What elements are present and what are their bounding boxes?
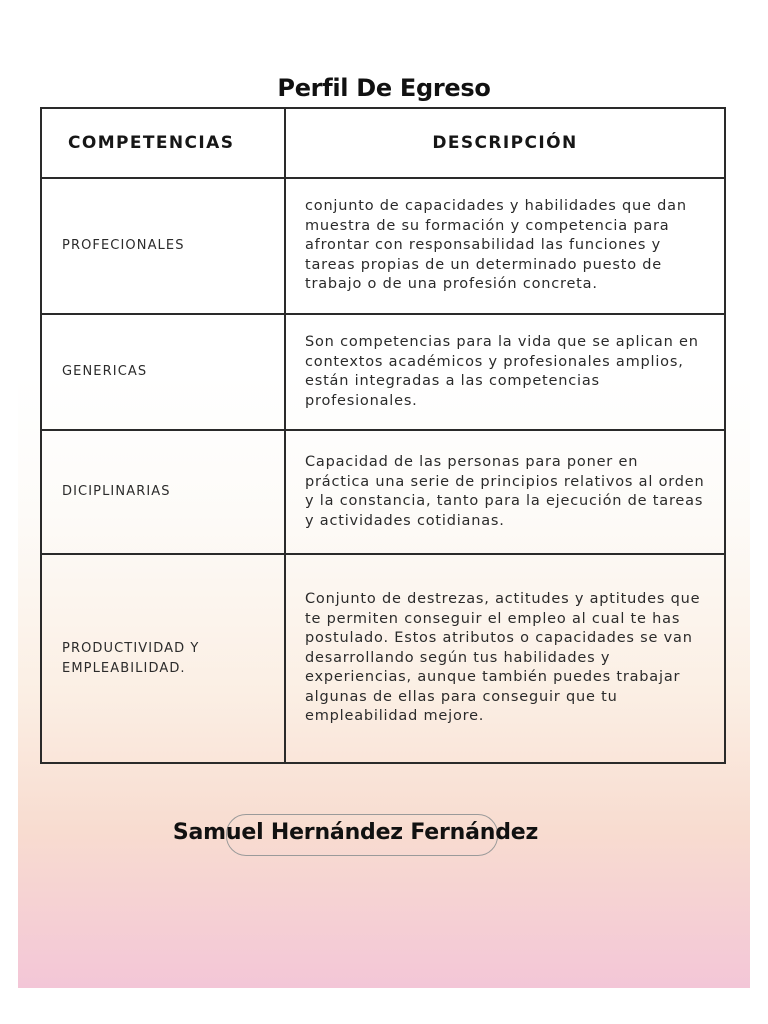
header-descripcion: DESCRIPCIÓN [285, 108, 725, 178]
competencia-cell: PRODUCTIVIDAD Y EMPLEABILIDAD. [41, 554, 285, 763]
competencia-cell: PROFECIONALES [41, 178, 285, 314]
table-row [41, 430, 725, 554]
descripcion-cell: Son competencias para la vida que se aplican en contextos académicos y profesionales amplios, están integradas a las competencias profesionales. [285, 314, 725, 430]
descripcion-cell: Capacidad de las personas para poner en práctica una serie de principios relativos al orden y la constancia, tanto para la ejecución de tareas y actividades cotidianas. [285, 430, 725, 554]
competencies-table [40, 107, 726, 764]
descripcion-cell: conjunto de capacidades y habilidades que dan muestra de su formación y competencia para afrontar con responsabilidad las funciones y tareas propias de un determinado puesto de trabajo o de una profesión concreta. [285, 178, 725, 314]
descripcion-cell: Conjunto de destrezas, actitudes y aptitudes que te permiten conseguir el empleo al cual te has postulado. Estos atributos o capacidades se van desarrollando según tus habilidades y experiencias, aunque también puedes trabajar algunas de ellas para conseguir que tu empleabilidad mejore. [285, 554, 725, 763]
competencia-cell: GENERICAS [41, 314, 285, 430]
author-name: Samuel Hernández Fernández [172, 820, 539, 845]
table-row [41, 554, 725, 763]
header-competencias: COMPETENCIAS [41, 108, 285, 178]
competencia-cell: DICIPLINARIAS [41, 430, 285, 554]
table-row [41, 178, 725, 314]
page-title: Perfil De Egreso [277, 74, 491, 102]
table-header-row [41, 108, 725, 178]
table-row [41, 314, 725, 430]
